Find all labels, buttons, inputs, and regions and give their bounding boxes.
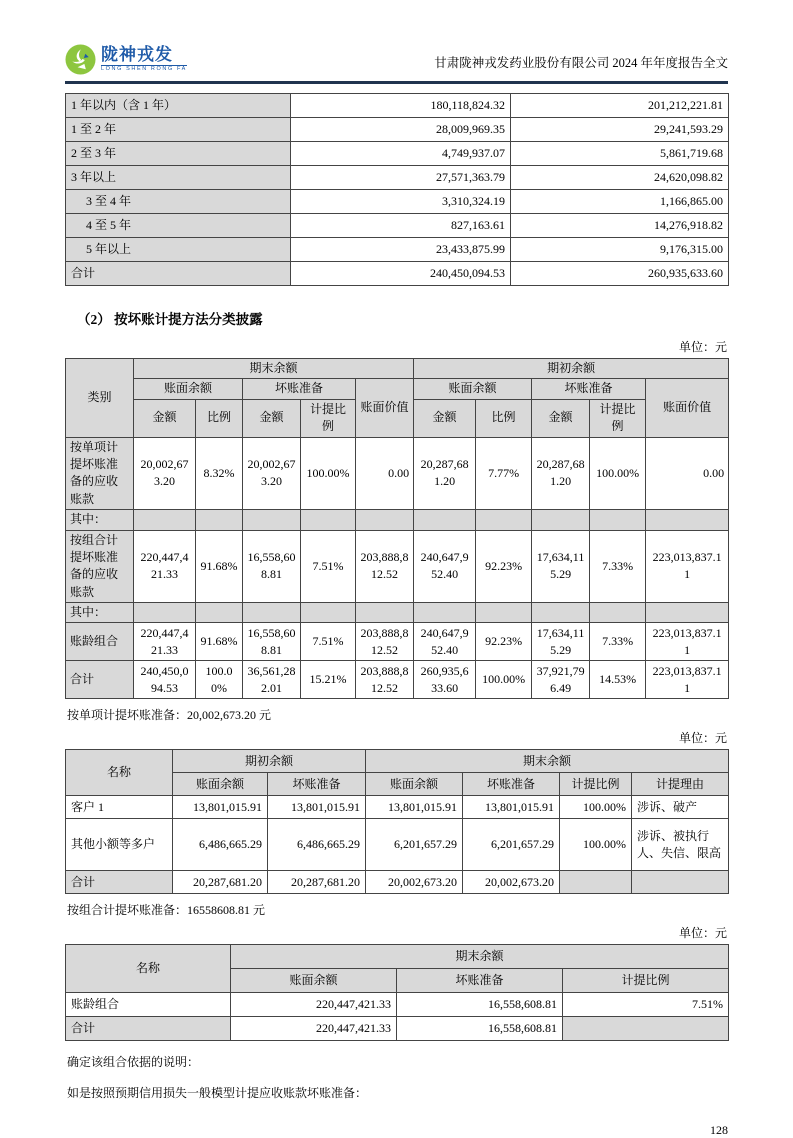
value-cell: 20,002,673.20 <box>134 437 196 510</box>
value-cell: 20,287,681.20 <box>173 871 268 894</box>
value-cell: 1,166,865.00 <box>511 190 729 214</box>
value-cell: 5,861,719.68 <box>511 142 729 166</box>
value-cell: 6,486,665.29 <box>268 819 366 871</box>
col-header-book-value: 账面价值 <box>646 379 729 437</box>
row-label: 2 至 3 年 <box>66 142 291 166</box>
company-logo <box>65 44 187 75</box>
table-row-total <box>66 262 729 286</box>
row-label: 合计 <box>66 262 291 286</box>
value-cell: 23,433,875.99 <box>291 238 511 262</box>
value-cell: 8.32% <box>196 437 243 510</box>
value-cell: 827,163.61 <box>291 214 511 238</box>
row-label: 按单项计提坏账准备的应收账款 <box>66 437 134 510</box>
value-cell: 100.00% <box>590 437 646 510</box>
col-header-closing: 期末余额 <box>231 945 729 969</box>
value-cell: 20,002,673.20 <box>243 437 301 510</box>
logo-text <box>101 46 187 73</box>
value-cell: 16,558,608.81 <box>243 623 301 661</box>
row-label: 账龄组合 <box>66 623 134 661</box>
value-cell: 13,801,015.91 <box>268 796 366 819</box>
table-row-total <box>66 661 729 699</box>
value-cell: 14.53% <box>590 661 646 699</box>
row-label: 其中： <box>66 603 134 623</box>
value-cell: 16,558,608.81 <box>397 1017 563 1041</box>
value-cell: 180,118,824.32 <box>291 94 511 118</box>
value-cell: 24,620,098.82 <box>511 166 729 190</box>
value-cell: 7.77% <box>476 437 532 510</box>
value-cell: 13,801,015.91 <box>366 796 463 819</box>
value-cell: 4,749,937.07 <box>291 142 511 166</box>
col-header-name: 名称 <box>66 750 173 796</box>
table-row <box>66 118 729 142</box>
col-header-book-balance: 账面余额 <box>134 379 243 399</box>
col-header-bad-debt: 坏账准备 <box>268 773 366 796</box>
value-cell: 28,009,969.35 <box>291 118 511 142</box>
value-cell: 100.00% <box>560 819 632 871</box>
value-cell: 13,801,015.91 <box>463 796 560 819</box>
table-row <box>66 623 729 661</box>
row-label: 4 至 5 年 <box>66 214 291 238</box>
row-label: 1 年以内（含 1 年） <box>66 94 291 118</box>
value-cell: 240,450,094.53 <box>291 262 511 286</box>
note-group-provision: 按组合计提坏账准备：16558608.81 元 <box>67 903 266 918</box>
unit-label: 单位：元 <box>678 340 727 354</box>
col-header-provision-ratio: 计提比例 <box>563 969 729 993</box>
header-row <box>66 945 729 969</box>
table-row <box>66 819 729 871</box>
value-cell: 91.68% <box>196 623 243 661</box>
col-header-bad-debt: 坏账准备 <box>532 379 646 399</box>
col-header-provision-ratio: 计提比例 <box>301 399 356 437</box>
header-row <box>66 359 729 379</box>
col-header-book-balance: 账面余额 <box>414 379 532 399</box>
value-cell: 7.51% <box>301 623 356 661</box>
value-cell: 240,647,952.40 <box>414 530 476 603</box>
value-cell: 260,935,633.60 <box>414 661 476 699</box>
col-header-book-balance: 账面余额 <box>231 969 397 993</box>
row-label: 3 年以上 <box>66 166 291 190</box>
value-cell: 6,486,665.29 <box>173 819 268 871</box>
col-header-provision-reason: 计提理由 <box>632 773 729 796</box>
value-cell: 15.21% <box>301 661 356 699</box>
value-cell: 100.00% <box>476 661 532 699</box>
value-cell: 220,447,421.33 <box>134 530 196 603</box>
col-header-provision-ratio: 计提比例 <box>560 773 632 796</box>
logo-icon <box>65 44 96 75</box>
col-header-book-balance: 账面余额 <box>173 773 268 796</box>
table-row <box>66 142 729 166</box>
table-row <box>66 214 729 238</box>
row-label: 5 年以上 <box>66 238 291 262</box>
row-label: 合计 <box>66 661 134 699</box>
table-row-total <box>66 871 729 894</box>
value-cell: 37,921,796.49 <box>532 661 590 699</box>
col-header-ratio: 比例 <box>196 399 243 437</box>
value-cell: 240,450,094.53 <box>134 661 196 699</box>
row-label: 客户 1 <box>66 796 173 819</box>
page-header <box>65 44 728 84</box>
value-cell: 100.00% <box>196 661 243 699</box>
value-cell <box>560 871 632 894</box>
value-cell: 20,287,681.20 <box>268 871 366 894</box>
subtotal-divider-row <box>66 603 729 623</box>
value-cell <box>632 871 729 894</box>
value-cell: 92.23% <box>476 530 532 603</box>
col-header-ratio: 比例 <box>476 399 532 437</box>
value-cell: 20,002,673.20 <box>463 871 560 894</box>
col-header-name: 名称 <box>66 945 231 993</box>
row-label: 按组合计提坏账准备的应收账款 <box>66 530 134 603</box>
header-row <box>66 750 729 773</box>
value-cell: 91.68% <box>196 530 243 603</box>
value-cell: 203,888,812.52 <box>356 623 414 661</box>
value-cell: 100.00% <box>560 796 632 819</box>
value-cell: 13,801,015.91 <box>173 796 268 819</box>
row-label: 3 至 4 年 <box>66 190 291 214</box>
col-header-category: 类别 <box>66 359 134 438</box>
value-cell: 20,002,673.20 <box>366 871 463 894</box>
value-cell: 7.33% <box>590 623 646 661</box>
value-cell: 7.51% <box>301 530 356 603</box>
unit-label: 单位：元 <box>678 731 727 746</box>
col-header-opening: 期初余额 <box>414 359 729 379</box>
aging-table <box>65 93 729 286</box>
table-row <box>66 437 729 510</box>
col-header-provision-ratio: 计提比例 <box>590 399 646 437</box>
closing-note-2: 如是按照预期信用损失一般模型计提应收账款坏账准备： <box>67 1086 368 1101</box>
row-label: 合计 <box>66 871 173 894</box>
value-cell: 223,013,837.11 <box>646 661 729 699</box>
document-title: 甘肃陇神戎发药业股份有限公司 2024 年年度报告全文 <box>434 56 728 70</box>
subtotal-divider-row <box>66 510 729 530</box>
value-cell: 17,634,115.29 <box>532 623 590 661</box>
value-cell: 17,634,115.29 <box>532 530 590 603</box>
table-row-total <box>66 1017 729 1041</box>
group-provision-table <box>65 944 729 1041</box>
value-cell: 涉诉、破产 <box>632 796 729 819</box>
section-heading: （2） 按坏账计提方法分类披露 <box>77 312 263 327</box>
row-label: 账龄组合 <box>66 993 231 1017</box>
value-cell: 201,212,221.81 <box>511 94 729 118</box>
value-cell: 29,241,593.29 <box>511 118 729 142</box>
col-header-opening: 期初余额 <box>173 750 366 773</box>
value-cell: 27,571,363.79 <box>291 166 511 190</box>
value-cell: 7.51% <box>563 993 729 1017</box>
value-cell: 220,447,421.33 <box>134 623 196 661</box>
note-single-provision: 按单项计提坏账准备：20,002,673.20 元 <box>67 708 272 723</box>
brand-subtitle: LONG SHEN RONG FA <box>101 66 187 73</box>
value-cell: 7.33% <box>590 530 646 603</box>
value-cell: 223,013,837.11 <box>646 530 729 603</box>
page-number: 128 <box>710 1123 728 1138</box>
value-cell: 9,176,315.00 <box>511 238 729 262</box>
bad-debt-method-table <box>65 358 729 699</box>
value-cell: 223,013,837.11 <box>646 623 729 661</box>
value-cell: 92.23% <box>476 623 532 661</box>
table-row <box>66 238 729 262</box>
value-cell: 203,888,812.52 <box>356 661 414 699</box>
col-header-closing: 期末余额 <box>366 750 729 773</box>
col-header-amount: 金额 <box>134 399 196 437</box>
value-cell: 203,888,812.52 <box>356 530 414 603</box>
table-row <box>66 166 729 190</box>
value-cell: 14,276,918.82 <box>511 214 729 238</box>
value-cell: 0.00 <box>356 437 414 510</box>
col-header-bad-debt: 坏账准备 <box>463 773 560 796</box>
col-header-closing: 期末余额 <box>134 359 414 379</box>
brand-name: 陇神戎发 <box>101 45 173 65</box>
table-row <box>66 796 729 819</box>
table-row <box>66 993 729 1017</box>
closing-note-1: 确定该组合依据的说明： <box>67 1055 200 1070</box>
single-item-table <box>65 749 729 894</box>
value-cell: 260,935,633.60 <box>511 262 729 286</box>
col-header-amount: 金额 <box>414 399 476 437</box>
value-cell: 6,201,657.29 <box>463 819 560 871</box>
value-cell: 220,447,421.33 <box>231 993 397 1017</box>
value-cell: 16,558,608.81 <box>243 530 301 603</box>
table-row <box>66 94 729 118</box>
col-header-book-value: 账面价值 <box>356 379 414 437</box>
table-row <box>66 190 729 214</box>
value-cell: 220,447,421.33 <box>231 1017 397 1041</box>
row-label: 1 至 2 年 <box>66 118 291 142</box>
col-header-bad-debt: 坏账准备 <box>243 379 356 399</box>
row-label: 其他小额等多户 <box>66 819 173 871</box>
unit-label: 单位：元 <box>678 926 727 941</box>
value-cell: 36,561,282.01 <box>243 661 301 699</box>
value-cell <box>563 1017 729 1041</box>
col-header-book-balance: 账面余额 <box>366 773 463 796</box>
row-label: 其中： <box>66 510 134 530</box>
value-cell: 20,287,681.20 <box>414 437 476 510</box>
col-header-amount: 金额 <box>532 399 590 437</box>
value-cell: 涉诉、被执行人、失信、限高 <box>632 819 729 871</box>
col-header-amount: 金额 <box>243 399 301 437</box>
header-row <box>66 379 729 399</box>
value-cell: 240,647,952.40 <box>414 623 476 661</box>
value-cell: 0.00 <box>646 437 729 510</box>
value-cell: 20,287,681.20 <box>532 437 590 510</box>
table-row <box>66 530 729 603</box>
value-cell: 16,558,608.81 <box>397 993 563 1017</box>
row-label: 合计 <box>66 1017 231 1041</box>
value-cell: 3,310,324.19 <box>291 190 511 214</box>
col-header-bad-debt: 坏账准备 <box>397 969 563 993</box>
value-cell: 100.00% <box>301 437 356 510</box>
value-cell: 6,201,657.29 <box>366 819 463 871</box>
